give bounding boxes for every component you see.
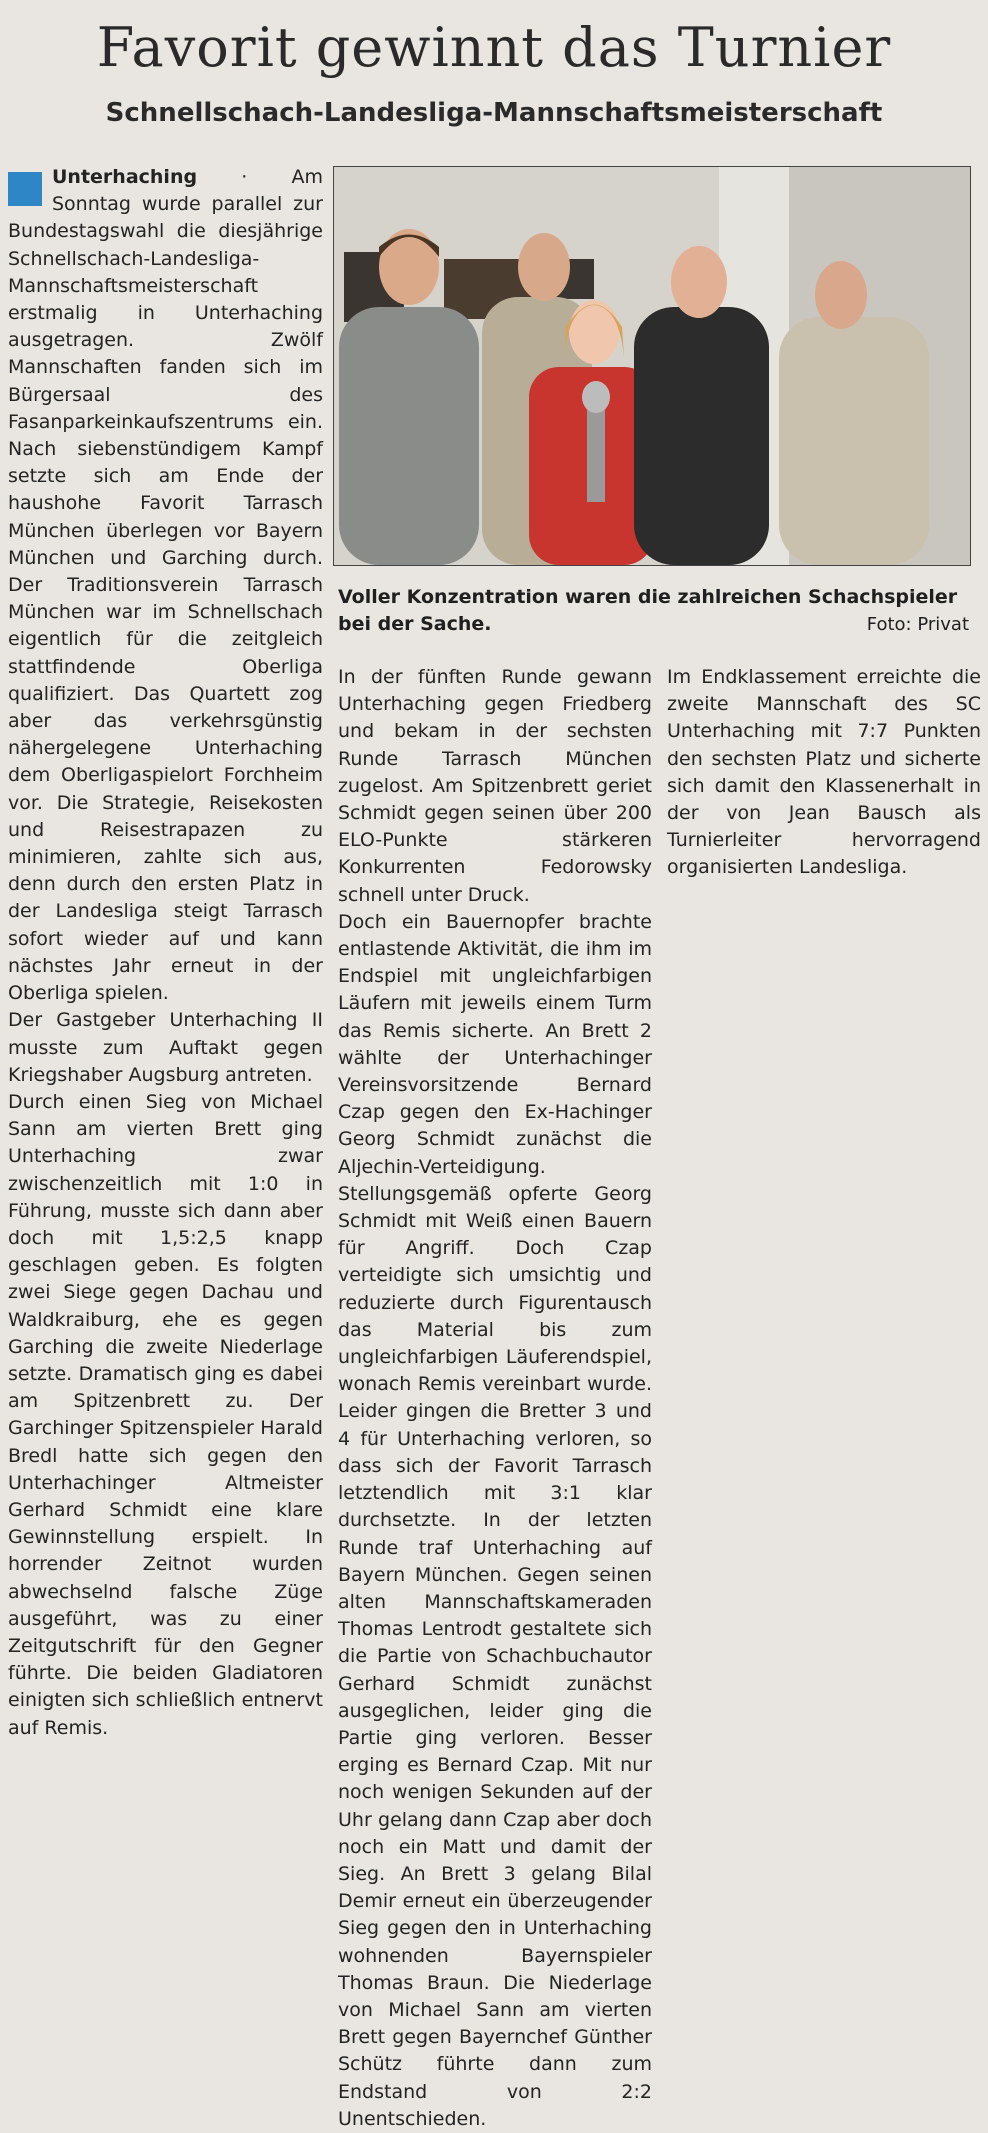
paragraph-3a: Durch einen Sieg von Michael Sann am vierten Brett ging Unterhaching zwar zwischenzeitlich mit 1:0 in Führung, musste sich dann aber doch mit 1,5:2,5 knapp geschlagen geben. Es folgten zwei Siege gegen Dachau und Waldkraiburg, ehe es gegen Garching die zweite Niederlage setzte. Dramatisch ging es dabei am Spitzenbrett zu. Der Garchinger Spitzenspieler Harald Bredl hatte sich gegen den Unterhachinger Altmeister Gerhard Schmidt eine klare Gewinnstellung erspielt. In horrender Zeitnot wurden abwechselnd falsche Züge ausgeführt, was zu einer Zeitgutschrift für den Gegner führte. Die beiden Gladiatoren einigten sich schließlich entnervt auf Remis.	[8, 1090, 323, 1739]
article-column-1	[8, 164, 323, 1742]
article-subheadline: Schnellschach-Landesliga-Mannschaftsmeisterschaft	[105, 98, 883, 128]
lead-paragraph	[8, 164, 323, 1007]
team-photo	[333, 166, 971, 566]
article-column-2	[338, 664, 652, 2133]
photo-credit: Foto: Privat	[866, 614, 969, 635]
paragraph-6: Im Endklassement erreichte die zweite Mannschaft des SC Unterhaching mit 7:7 Punkten den sechsten Platz und sicherte sich damit den Klassenerhalt in der von Jean Bausch als Turnierleiter hervorragend organisierten Landesliga.	[667, 666, 981, 879]
section-marker	[8, 172, 42, 206]
team-photo-illustration	[334, 167, 970, 565]
paragraph-5: Doch ein Bauernopfer brachte entlastende Aktivität, die ihm im Endspiel mit ungleichfarbigen Läufern mit jeweils einem Turm das Remis sicherte. An Brett 2 wählte der Unterhachinger Vereinsvorsitzende Bernard Czap gegen den Ex-Hachinger Georg Schmidt zunächst die Aljechin-Verteidigung. Stellungsgemäß opferte Georg Schmidt mit Weiß einen Bauern für Angriff. Doch Czap verteidigte sich umsichtig und reduzierte durch Figurentausch das Material bis zum ungleichfarbigen Läuferendspiel, wonach Remis vereinbart wurde. Leider gingen die Bretter 3 und 4 für Unterhaching verloren, so dass sich der Favorit Tarrasch letztendlich mit 3:1 klar durchsetzte. In der letzten Runde traf Unterhaching auf Bayern München. Gegen seinen alten Mannschaftskameraden Thomas Lentrodt gestaltete sich die Partie von Schachbuchautor Gerhard Schmidt zunächst ausgeglichen, leider ging die Partie ging verloren. Besser erging es Bernard Czap. Mit nur noch wenigen Sekunden auf der Uhr gelang dann Czap aber doch noch ein Matt und damit der Sieg. An Brett 3 gelang Bilal Demir erneut ein überzeugender Sieg gegen den in Unterhaching wohnenden Bayernspieler Thomas Braun. Die Niederlage von Michael Sann am vierten Brett gegen Bayernchef Günther Schütz führte dann zum Endstand von 2:2 Unentschieden.	[338, 910, 652, 2130]
paragraph-4: In der fünften Runde gewann Unterhaching gegen Friedberg und bekam in der sechsten Runde Tarrasch München zugelost. Am Spitzenbrett geriet Schmidt gegen seinen über 200 ELO-Punkte stärkeren Konkurrenten Fedorowsky schnell unter Druck.	[338, 666, 652, 906]
article-column-3	[667, 664, 981, 882]
article-headline: Favorit gewinnt das Turnier	[96, 16, 892, 79]
dateline: Unterhaching	[52, 166, 198, 188]
paragraph-2: Der Gastgeber Unterhaching II musste zum Auftakt gegen Kriegshaber Augsburg antreten.	[8, 1009, 323, 1086]
photo-caption: Voller Konzentration waren die zahlreichen Schachspieler bei der Sache.	[338, 586, 958, 635]
lead-text: · Am Sonntag wurde parallel zur Bundestagswahl die diesjährige Schnellschach-Landesliga-Mannschaftsmeisterschaft erstmalig in Unterhaching ausgetragen. Zwölf Mannschaften fanden sich im Bürgersaal des Fasanparkeinkaufszentrums ein. Nach siebenstündigem Kampf setzte sich am Ende der haushohe Favorit Tarrasch München überlegen vor Bayern München und Garching durch. Der Traditionsverein Tarrasch München war im Schnellschach eigentlich für die zeitgleich stattfindende Oberliga qualifiziert. Das Quartett zog aber das verkehrsgünstig nähergelegene Unterhaching dem Oberligaspielort Forchheim vor. Die Strategie, Reisekosten und Reisestrapazen zu minimieren, zahlte sich aus, denn durch den ersten Platz in der Landesliga steigt Tarrasch sofort wieder auf und kann nächstes Jahr erneut in der Oberliga spielen.	[8, 166, 323, 1005]
